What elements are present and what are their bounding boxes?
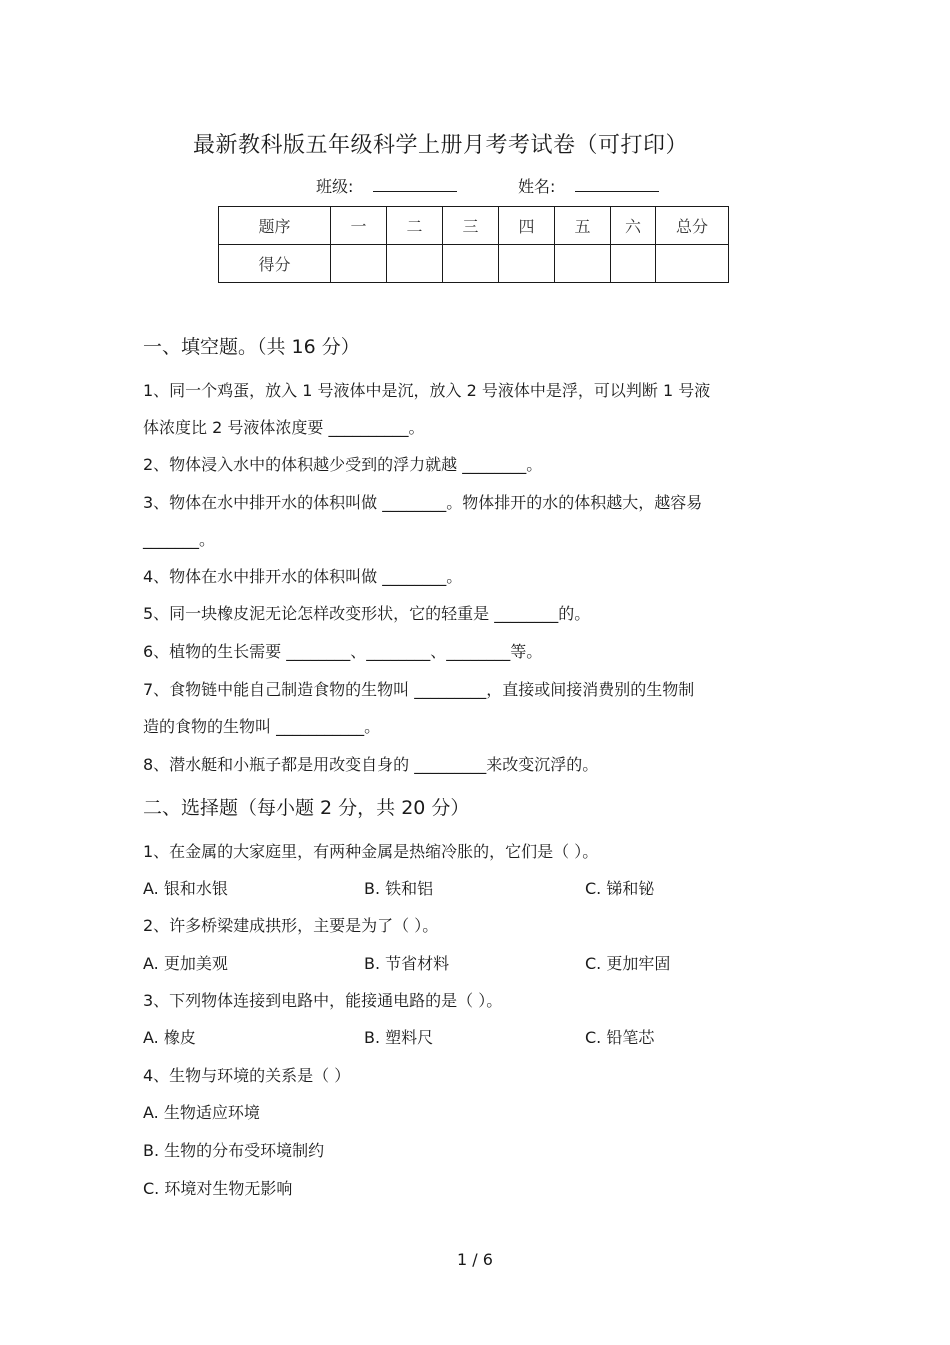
s1-question-2: 2、物体浸入水中的体积越少受到的浮力就越 ________。 — [143, 455, 543, 474]
score-cell[interactable] — [331, 245, 387, 283]
header-cell: 一 — [331, 207, 387, 245]
score-cell[interactable] — [611, 245, 656, 283]
section2-heading: 二、选择题（每小题 2 分，共 20 分） — [143, 797, 470, 819]
s1-question-1-line1: 1、同一个鸡蛋，放入 1 号液体中是沉，放入 2 号液体中是浮，可以判断 1 号液 — [143, 381, 711, 400]
s2-question-3: 3、下列物体连接到电路中，能接通电路的是（ ）。 — [143, 991, 503, 1010]
s2-q3-option-a[interactable]: A. 橡皮 — [143, 1028, 196, 1047]
header-cell: 五 — [555, 207, 611, 245]
name-blank[interactable] — [575, 177, 659, 192]
class-field — [316, 174, 457, 197]
s2-q4-option-a[interactable]: A. 生物适应环境 — [143, 1103, 260, 1122]
name-field — [518, 174, 659, 197]
s2-q4-option-b[interactable]: B. 生物的分布受环境制约 — [143, 1141, 325, 1160]
s2-q1-option-b[interactable]: B. 铁和铝 — [364, 879, 434, 898]
header-cell: 六 — [611, 207, 656, 245]
s1-question-3-line2: _______。 — [143, 530, 216, 549]
s1-question-7-line1: 7、食物链中能自己制造食物的生物叫 _________，直接或间接消费别的生物制 — [143, 680, 695, 699]
header-cell: 四 — [499, 207, 555, 245]
score-table-score-row — [219, 245, 729, 283]
page-number: 1 / 6 — [457, 1250, 493, 1269]
class-label: 班级: — [316, 177, 354, 196]
s2-q4-option-c[interactable]: C. 环境对生物无影响 — [143, 1179, 293, 1198]
score-table-header-row — [219, 207, 729, 245]
score-cell[interactable] — [387, 245, 443, 283]
s1-question-3-line1: 3、物体在水中排开水的体积叫做 ________。物体排开的水的体积越大，越容易 — [143, 493, 703, 512]
row-label-cell: 得分 — [219, 245, 331, 283]
s2-q3-option-c[interactable]: C. 铅笔芯 — [585, 1028, 655, 1047]
s2-q1-option-a[interactable]: A. 银和水银 — [143, 879, 228, 898]
s2-question-2: 2、许多桥梁建成拱形，主要是为了（ ）。 — [143, 916, 439, 935]
header-cell: 总分 — [656, 207, 729, 245]
s2-q2-option-b[interactable]: B. 节省材料 — [364, 954, 450, 973]
s1-question-8: 8、潜水艇和小瓶子都是用改变自身的 _________来改变沉浮的。 — [143, 755, 599, 774]
s1-question-1-line2: 体浓度比 2 号液体浓度要 __________。 — [143, 418, 425, 437]
header-cell: 二 — [387, 207, 443, 245]
section1-heading: 一、填空题。（共 16 分） — [143, 336, 360, 358]
s1-question-4: 4、物体在水中排开水的体积叫做 ________。 — [143, 567, 463, 586]
header-cell: 题序 — [219, 207, 331, 245]
s1-question-5: 5、同一块橡皮泥无论怎样改变形状，它的轻重是 ________的。 — [143, 604, 591, 623]
header-cell: 三 — [443, 207, 499, 245]
score-cell[interactable] — [443, 245, 499, 283]
exam-title: 最新教科版五年级科学上册月考考试卷（可打印） — [193, 133, 689, 158]
class-blank[interactable] — [373, 177, 457, 192]
s2-q3-option-b[interactable]: B. 塑料尺 — [364, 1028, 434, 1047]
s2-question-1: 1、在金属的大家庭里，有两种金属是热缩冷胀的，它们是（ ）。 — [143, 842, 599, 861]
s1-question-6: 6、植物的生长需要 ________、________、________等。 — [143, 642, 543, 661]
score-cell[interactable] — [555, 245, 611, 283]
name-label: 姓名: — [518, 177, 556, 196]
score-cell[interactable] — [656, 245, 729, 283]
s1-question-7-line2: 造的食物的生物叫 ___________。 — [143, 717, 381, 736]
s2-q1-option-c[interactable]: C. 锑和铋 — [585, 879, 655, 898]
score-cell[interactable] — [499, 245, 555, 283]
s2-q2-option-c[interactable]: C. 更加牢固 — [585, 954, 671, 973]
s2-q2-option-a[interactable]: A. 更加美观 — [143, 954, 228, 973]
score-table — [218, 206, 729, 283]
s2-question-4: 4、生物与环境的关系是（ ） — [143, 1066, 351, 1085]
